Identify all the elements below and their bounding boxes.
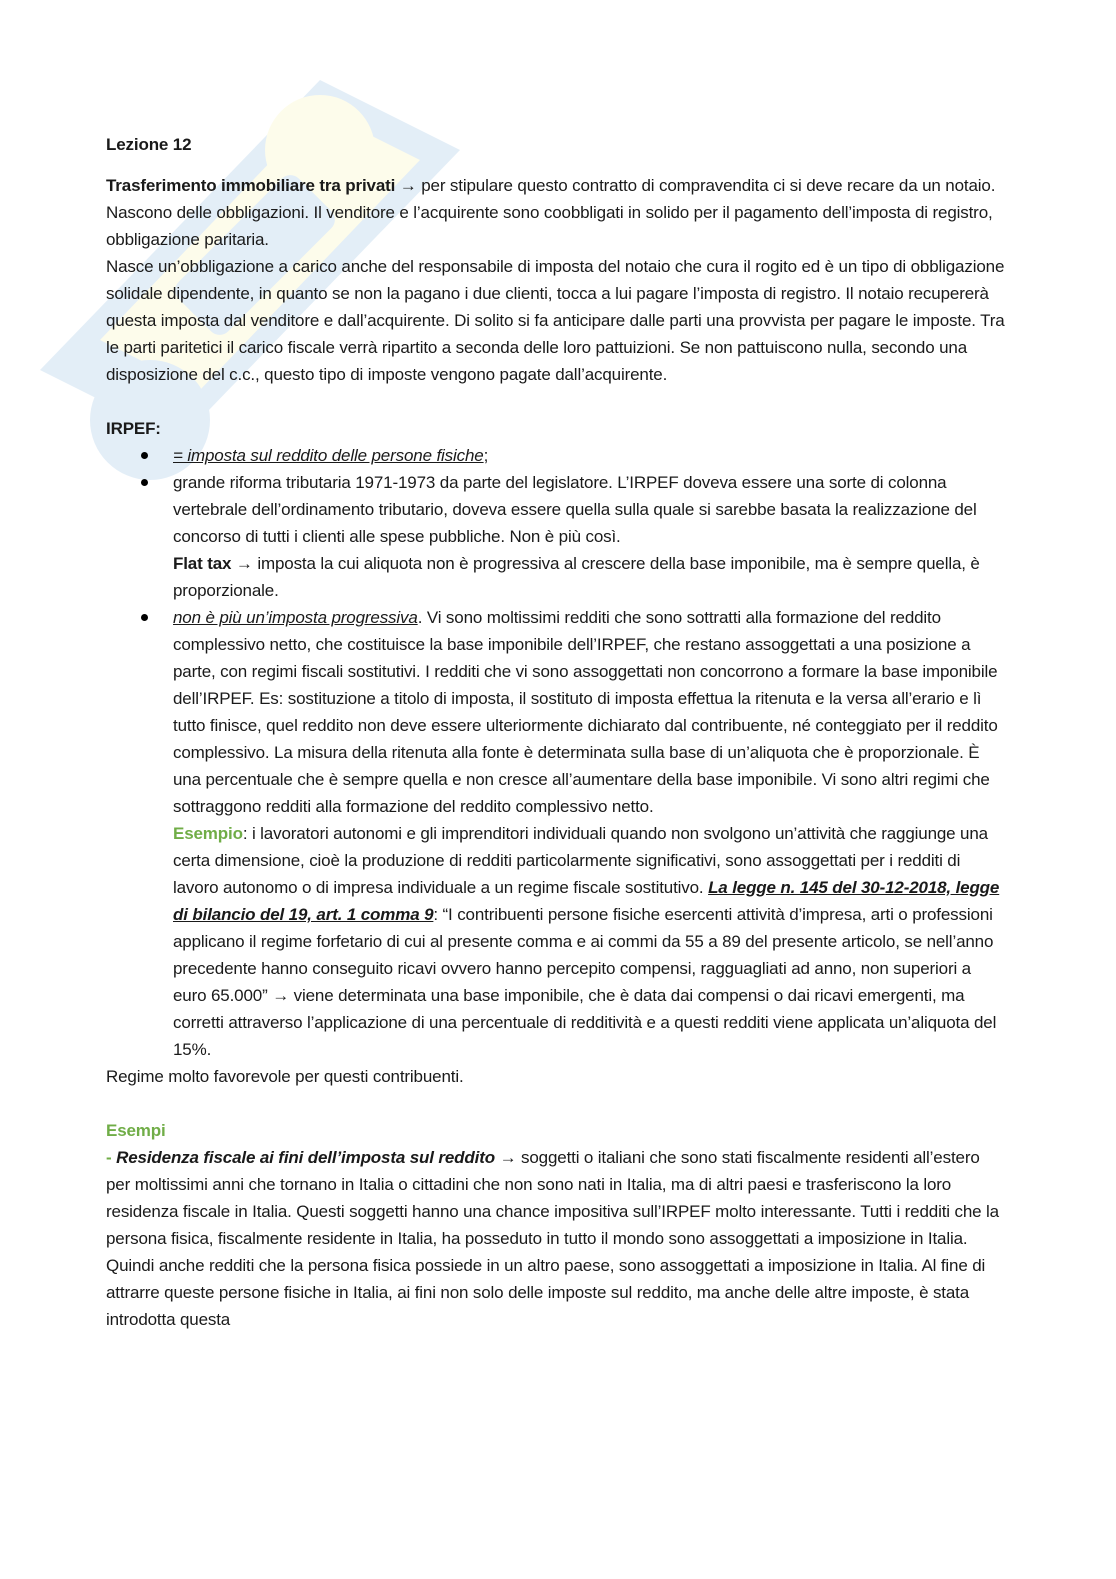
paragraph-residence: [106, 1144, 1006, 1333]
flat-tax-label: Flat tax: [173, 554, 232, 573]
law-reference: La legge n. 145 del 30-12-2018, legge di bilancio del 19, art. 1 comma 9: [173, 878, 1000, 924]
arrow-icon: →: [499, 1148, 517, 1167]
list-item: = imposta sul reddito delle persone fisiche;: [106, 442, 1006, 469]
arrow-icon: →: [272, 986, 290, 1005]
document-page: [106, 131, 1006, 1333]
example-label: Esempio: [173, 824, 243, 843]
example-text: : i lavoratori autonomi e gli imprenditori individuali quando non svolgono un’attività che raggiunge una certa dimensione, cioè la produzione di redditi particolarmente significativi, sono assoggettati per i redditi di lavoro autonomo o di impresa individuale a un regime fiscale sostitutivo.: [173, 824, 988, 897]
bullet-icon: [141, 479, 148, 486]
bullet-icon: [141, 452, 148, 459]
list-item: [106, 604, 1006, 1063]
flat-tax-text: imposta la cui aliquota non è progressiva al crescere della base imponibile, ma è sempre quella, è proporzionale.: [173, 554, 980, 600]
transfer-text: per stipulare questo contratto di compravendita ci si deve recare da un notaio. Nascono delle obbligazioni. Il venditore e l’acquirente sono coobbligati in solido per il pagamento dell’imposta di registro, obbligazione paritaria.: [106, 176, 996, 249]
reform-text: grande riforma tributaria 1971-1973 da parte del legislatore. L’IRPEF doveva essere una sorte di colonna vertebrale dell’ordinamento tributario, doveva essere quella sulla quale si sarebbe basata la realizzazione del concorso di tutti i clienti alle spese pubbliche. Non è più così.: [173, 473, 977, 546]
not-progressive-text: . Vi sono moltissimi redditi che sono sottratti alla formazione del reddito complessivo netto, che costituisce la base imponibile dell’IRPEF, che restano assoggettati a una posizione a parte, con regimi fiscali sostitutivi. I redditi che vi sono assoggettati non concorrono a formare la base imponibile dell’IRPEF. Es: sostituzione a titolo di imposta, il sostituto di imposta effettua la ritenuta e la versa all’erario e lì tutto finisce, quel reddito non deve essere ulteriormente dichiarato dal contribuente, né conteggiato per il reddito complessivo. La misura della ritenuta alla fonte è determinata sulla base di un’aliquota che è proporzionale. È una percentuale che è sempre quella e non cresce all’aumentare della base imponibile. Vi sono altri regimi che sottraggono redditi alla formazione del reddito complessivo netto.: [173, 608, 998, 816]
law-quote: : “I contribuenti persone fisiche esercenti attività d’impresa, arti o professioni applicano il regime forfetario di cui al presente comma e ai commi da 55 a 89 del presente articolo, se nell’anno precedente hanno conseguito ricavi ovvero hanno percepito compensi, ragguagliati ad anno, non superiori a euro 65.000”: [173, 905, 994, 1005]
residence-lead: Residenza fiscale ai fini dell’imposta sul reddito: [116, 1148, 495, 1167]
examples-heading: Esempi: [106, 1121, 166, 1140]
arrow-icon: →: [399, 176, 417, 195]
irpef-definition: = imposta sul reddito delle persone fisiche: [173, 446, 484, 465]
paragraph-notary: Nasce un’obbligazione a carico anche del responsabile di imposta del notaio che cura il rogito ed è un tipo di obbligazione solidale dipendente, in quanto se non la pagano i due clienti, tocca a lui pagare l’imposta di registro. Il notaio recupererà questa imposta dal venditore e dall’acquirente. Di solito si fa anticipare dalle parti una provvista per pagare le imposte. Tra le parti paritetici il carico fiscale verrà ripartito a seconda delle loro pattuizioni. Se non pattuiscono nulla, secondo una disposizione del c.c., questo tipo di imposte vengono pagate dall’acquirente.: [106, 257, 1005, 384]
arrow-icon: →: [235, 554, 253, 573]
regime-line: Regime molto favorevole per questi contribuenti.: [106, 1067, 464, 1086]
law-quote-after: viene determinata una base imponibile, che è data dai compensi o dai ricavi emergenti, ma corretti attraverso l’applicazione di una percentuale di redditività e a questi redditi viene applicata un’aliquota del 15%.: [173, 986, 997, 1059]
bullet-icon: [141, 614, 148, 621]
example-dash: -: [106, 1148, 117, 1167]
irpef-heading: IRPEF:: [106, 419, 161, 438]
lesson-title: Lezione 12: [106, 135, 192, 154]
not-progressive-lead: non è più un’imposta progressiva: [173, 608, 418, 627]
irpef-bullet-list: [106, 442, 1006, 1063]
transfer-lead: Trasferimento immobiliare tra privati: [106, 176, 396, 195]
list-item: [106, 469, 1006, 604]
residence-text: soggetti o italiani che sono stati fiscalmente residenti all’estero per moltissimi anni che tornano in Italia o cittadini che non sono nati in Italia, ma di altri paesi e trasferiscono la loro residenza fiscale in Italia. Questi soggetti hanno una chance impositiva sull’IRPEF molto interessante. Tutti i redditi che la persona fisica, fiscalmente residente in Italia, ha posseduto in tutto il mondo sono assoggettati a imposizione in Italia. Quindi anche redditi che la persona fisica possiede in un altro paese, sono assoggettati a imposizione in Italia. Al fine di attrarre queste persone fisiche in Italia, ai fini non solo delle imposte sul reddito, ma anche delle altre imposte, è stata introdotta questa: [106, 1148, 999, 1329]
paragraph-transfer: [106, 172, 1006, 253]
